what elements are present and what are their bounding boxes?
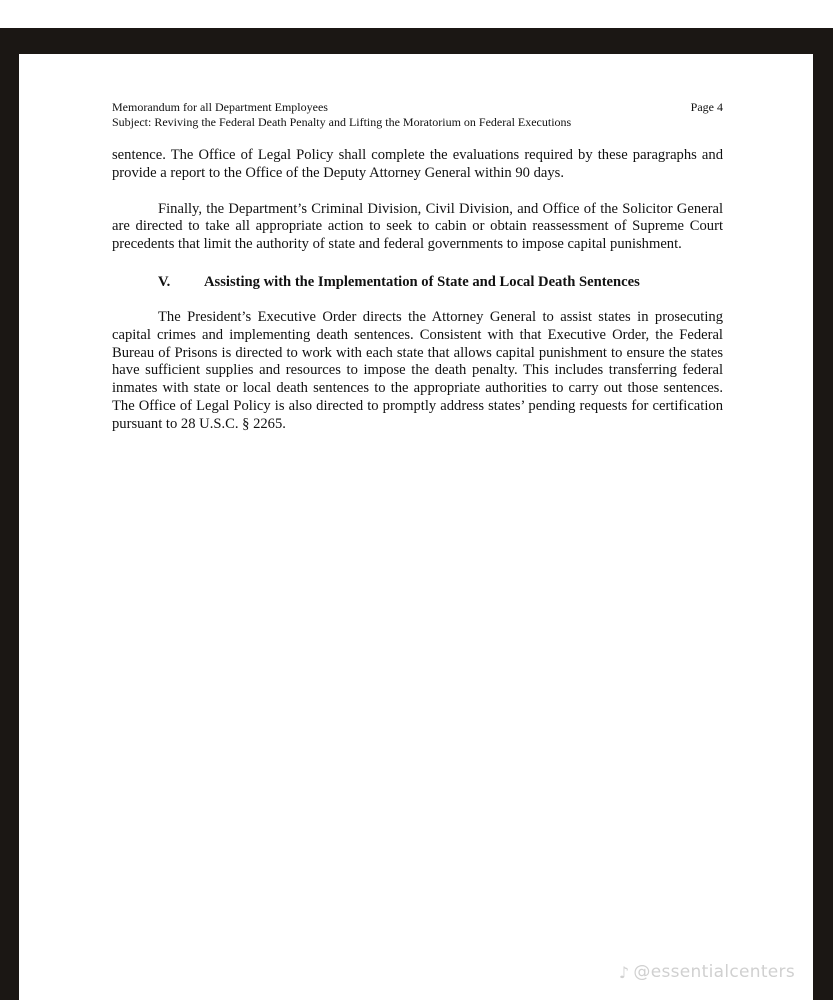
watermark-handle: @essentialcenters <box>633 962 795 982</box>
section-heading <box>112 273 723 291</box>
document-body <box>112 100 723 434</box>
section-title: Assisting with the Implementation of State and Local Death Sentences <box>204 273 640 290</box>
header-memo-line: Memorandum for all Department Employees <box>112 100 328 114</box>
header-left <box>112 100 571 130</box>
document-page <box>19 54 813 1000</box>
tiktok-icon: ♪ <box>618 962 630 982</box>
paragraph-continued: sentence. The Office of Legal Policy shall complete the evaluations required by these paragraphs and provide a report to the Office of the Deputy Attorney General within 90 days. <box>112 147 723 181</box>
top-dark-band <box>0 28 833 54</box>
tiktok-watermark <box>619 962 795 982</box>
page-number: Page 4 <box>690 100 723 114</box>
header-subject-line: Subject: Reviving the Federal Death Penalty and Lifting the Moratorium on Federal Executions <box>112 115 572 129</box>
section-number: V. <box>158 273 171 290</box>
running-header <box>112 100 723 130</box>
paragraph-executive-order: The President’s Executive Order directs the Attorney General to assist states in prosecuting capital crimes and implementing death sentences. Consistent with that Executive Order, the Federal Bureau of Prisons is directed to work with each state that allows capital punishment to ensure the states have sufficient supplies and resources to impose the death penalty. This includes transferring federal inmates with state or local death sentences to the appropriate authorities to carry out those sentences. The Office of Legal Policy is also directed to promptly address states’ pending requests for certification pursuant to 28 U.S.C. § 2265. <box>112 308 723 432</box>
paragraph-finally: Finally, the Department’s Criminal Division, Civil Division, and Office of the Solicitor General are directed to take all appropriate action to seek to cabin or obtain reassessment of Supreme Court precedents that limit the authority of state and federal governments to impose capital punishment. <box>112 200 723 253</box>
top-strip <box>0 0 833 28</box>
